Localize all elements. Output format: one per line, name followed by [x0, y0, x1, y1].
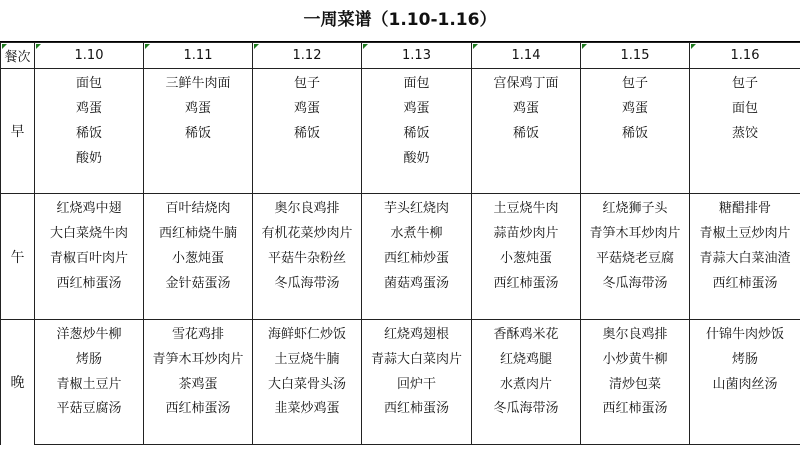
table-row — [1, 294, 800, 319]
dish-cell[interactable]: 包子 — [690, 68, 800, 93]
dish-cell[interactable]: 青椒土豆片 — [35, 370, 144, 395]
dish-cell[interactable]: 面包 — [35, 68, 144, 93]
dish-cell[interactable]: 糖醋排骨 — [690, 194, 800, 219]
dish-cell[interactable]: 包子 — [581, 68, 690, 93]
table-row — [1, 68, 800, 93]
dish-cell[interactable]: 金针菇蛋汤 — [144, 269, 253, 294]
dish-cell[interactable]: 鸡蛋 — [581, 94, 690, 119]
dish-cell[interactable] — [690, 144, 800, 169]
dish-cell[interactable] — [581, 144, 690, 169]
dish-cell[interactable]: 西红柿蛋汤 — [35, 269, 144, 294]
meal-label-cell[interactable]: 早 — [1, 68, 35, 193]
table-row — [1, 144, 800, 169]
dish-cell[interactable]: 宫保鸡丁面 — [472, 68, 581, 93]
dish-cell[interactable]: 西红柿炒蛋 — [362, 244, 472, 269]
dish-cell[interactable]: 红烧鸡翅根 — [362, 319, 472, 344]
dish-cell[interactable]: 水煮肉片 — [472, 370, 581, 395]
dish-cell[interactable]: 百叶结烧肉 — [144, 194, 253, 219]
dish-cell[interactable]: 三鲜牛肉面 — [144, 68, 253, 93]
dish-cell[interactable] — [144, 419, 253, 444]
dish-cell[interactable]: 鸡蛋 — [253, 94, 362, 119]
meal-header-cell[interactable]: 餐次 — [1, 43, 35, 69]
dish-cell[interactable] — [35, 294, 144, 319]
dish-cell[interactable]: 什锦牛肉炒饭 — [690, 319, 800, 344]
dish-cell[interactable]: 清炒包菜 — [581, 370, 690, 395]
dish-cell[interactable]: 鸡蛋 — [35, 94, 144, 119]
table-row — [1, 394, 800, 419]
dish-cell[interactable]: 稀饭 — [35, 119, 144, 144]
meal-label-cell[interactable]: 晚 — [1, 319, 35, 444]
dish-cell[interactable]: 有机花菜炒肉片 — [253, 219, 362, 244]
dish-cell[interactable]: 西红柿蛋汤 — [690, 269, 800, 294]
menu-table — [0, 42, 800, 445]
dish-cell[interactable]: 回炉干 — [362, 370, 472, 395]
dish-cell[interactable] — [362, 419, 472, 444]
date-header-cell[interactable]: 1.12 — [253, 43, 362, 69]
table-row — [1, 345, 800, 370]
dish-cell[interactable]: 西红柿蛋汤 — [472, 269, 581, 294]
dish-cell[interactable]: 面包 — [690, 94, 800, 119]
dish-cell[interactable]: 稀饭 — [144, 119, 253, 144]
table-row — [1, 94, 800, 119]
dish-cell[interactable] — [253, 419, 362, 444]
table-row — [1, 419, 800, 444]
dish-cell[interactable]: 烤肠 — [690, 345, 800, 370]
dish-cell[interactable]: 青笋木耳炒肉片 — [144, 345, 253, 370]
dish-cell[interactable]: 韭菜炒鸡蛋 — [253, 394, 362, 419]
dish-cell[interactable]: 西红柿蛋汤 — [581, 394, 690, 419]
dish-cell[interactable]: 酸奶 — [362, 144, 472, 169]
dish-cell[interactable]: 稀饭 — [362, 119, 472, 144]
dish-cell[interactable]: 西红柿蛋汤 — [362, 394, 472, 419]
dish-cell[interactable]: 鸡蛋 — [144, 94, 253, 119]
dish-cell[interactable]: 平菇烧老豆腐 — [581, 244, 690, 269]
table-row — [1, 269, 800, 294]
dish-cell[interactable]: 包子 — [253, 68, 362, 93]
dish-cell[interactable] — [472, 168, 581, 193]
dish-cell[interactable]: 稀饭 — [472, 119, 581, 144]
dish-cell[interactable]: 酸奶 — [35, 144, 144, 169]
dish-cell[interactable] — [690, 168, 800, 193]
dish-cell[interactable]: 西红柿烧牛腩 — [144, 219, 253, 244]
dish-cell[interactable]: 雪花鸡排 — [144, 319, 253, 344]
table-row — [1, 244, 800, 269]
dish-cell[interactable]: 小葱炖蛋 — [144, 244, 253, 269]
table-row — [1, 319, 800, 344]
dish-cell[interactable] — [581, 168, 690, 193]
dish-cell[interactable] — [472, 294, 581, 319]
dish-cell[interactable]: 鸡蛋 — [362, 94, 472, 119]
dish-cell[interactable]: 大白菜烧牛肉 — [35, 219, 144, 244]
date-header-cell[interactable]: 1.14 — [472, 43, 581, 69]
date-header-cell[interactable]: 1.11 — [144, 43, 253, 69]
dish-cell[interactable]: 烤肠 — [35, 345, 144, 370]
header-row — [1, 43, 800, 69]
dish-cell[interactable]: 平菇牛杂粉丝 — [253, 244, 362, 269]
dish-cell[interactable]: 红烧鸡中翅 — [35, 194, 144, 219]
table-row — [1, 119, 800, 144]
dish-cell[interactable]: 稀饭 — [581, 119, 690, 144]
dish-cell[interactable] — [144, 294, 253, 319]
date-header-cell[interactable]: 1.16 — [690, 43, 800, 69]
dish-cell[interactable]: 土豆烧牛肉 — [472, 194, 581, 219]
dish-cell[interactable] — [362, 294, 472, 319]
dish-cell[interactable] — [35, 419, 144, 444]
dish-cell[interactable]: 香酥鸡米花 — [472, 319, 581, 344]
dish-cell[interactable]: 蒜苗炒肉片 — [472, 219, 581, 244]
dish-cell[interactable] — [690, 419, 800, 444]
dish-cell[interactable]: 山菌肉丝汤 — [690, 370, 800, 395]
dish-cell[interactable]: 大白菜骨头汤 — [253, 370, 362, 395]
dish-cell[interactable]: 海鲜虾仁炒饭 — [253, 319, 362, 344]
dish-cell[interactable]: 菌菇鸡蛋汤 — [362, 269, 472, 294]
dish-cell[interactable]: 冬瓜海带汤 — [253, 269, 362, 294]
dish-cell[interactable]: 青椒百叶肉片 — [35, 244, 144, 269]
dish-cell[interactable]: 西红柿蛋汤 — [144, 394, 253, 419]
dish-cell[interactable]: 稀饭 — [253, 119, 362, 144]
table-row — [1, 194, 800, 219]
dish-cell[interactable] — [690, 294, 800, 319]
dish-cell[interactable]: 小炒黄牛柳 — [581, 345, 690, 370]
table-row — [1, 168, 800, 193]
dish-cell[interactable]: 面包 — [362, 68, 472, 93]
dish-cell[interactable]: 红烧鸡腿 — [472, 345, 581, 370]
dish-cell[interactable] — [144, 168, 253, 193]
table-row — [1, 219, 800, 244]
page-title: 一周菜谱（1.10-1.16） — [0, 0, 800, 42]
table-row — [1, 370, 800, 395]
dish-cell[interactable]: 青笋木耳炒肉片 — [581, 219, 690, 244]
date-header-cell[interactable]: 1.15 — [581, 43, 690, 69]
dish-cell[interactable]: 冬瓜海带汤 — [472, 394, 581, 419]
dish-cell[interactable] — [581, 419, 690, 444]
dish-cell[interactable] — [690, 394, 800, 419]
dish-cell[interactable]: 平菇豆腐汤 — [35, 394, 144, 419]
dish-cell[interactable]: 土豆烧牛腩 — [253, 345, 362, 370]
dish-cell[interactable]: 青椒土豆炒肉片 — [690, 219, 800, 244]
dish-cell[interactable] — [253, 168, 362, 193]
dish-cell[interactable] — [253, 144, 362, 169]
dish-cell[interactable] — [472, 144, 581, 169]
dish-cell[interactable]: 芋头红烧肉 — [362, 194, 472, 219]
dish-cell[interactable]: 蒸饺 — [690, 119, 800, 144]
dish-cell[interactable]: 水煮牛柳 — [362, 219, 472, 244]
menu-table-body — [1, 43, 800, 445]
dish-cell[interactable] — [472, 419, 581, 444]
dish-cell[interactable] — [35, 168, 144, 193]
date-header-cell[interactable]: 1.13 — [362, 43, 472, 69]
meal-label-cell[interactable]: 午 — [1, 194, 35, 319]
date-header-cell[interactable]: 1.10 — [35, 43, 144, 69]
dish-cell[interactable]: 洋葱炒牛柳 — [35, 319, 144, 344]
dish-cell[interactable]: 鸡蛋 — [472, 94, 581, 119]
dish-cell[interactable]: 奥尔良鸡排 — [253, 194, 362, 219]
dish-cell[interactable]: 小葱炖蛋 — [472, 244, 581, 269]
dish-cell[interactable]: 茶鸡蛋 — [144, 370, 253, 395]
dish-cell[interactable] — [144, 144, 253, 169]
dish-cell[interactable]: 红烧狮子头 — [581, 194, 690, 219]
dish-cell[interactable]: 青蒜大白菜肉片 — [362, 345, 472, 370]
dish-cell[interactable] — [581, 294, 690, 319]
dish-cell[interactable] — [362, 168, 472, 193]
dish-cell[interactable]: 冬瓜海带汤 — [581, 269, 690, 294]
dish-cell[interactable]: 青蒜大白菜油渣 — [690, 244, 800, 269]
dish-cell[interactable] — [253, 294, 362, 319]
dish-cell[interactable]: 奥尔良鸡排 — [581, 319, 690, 344]
